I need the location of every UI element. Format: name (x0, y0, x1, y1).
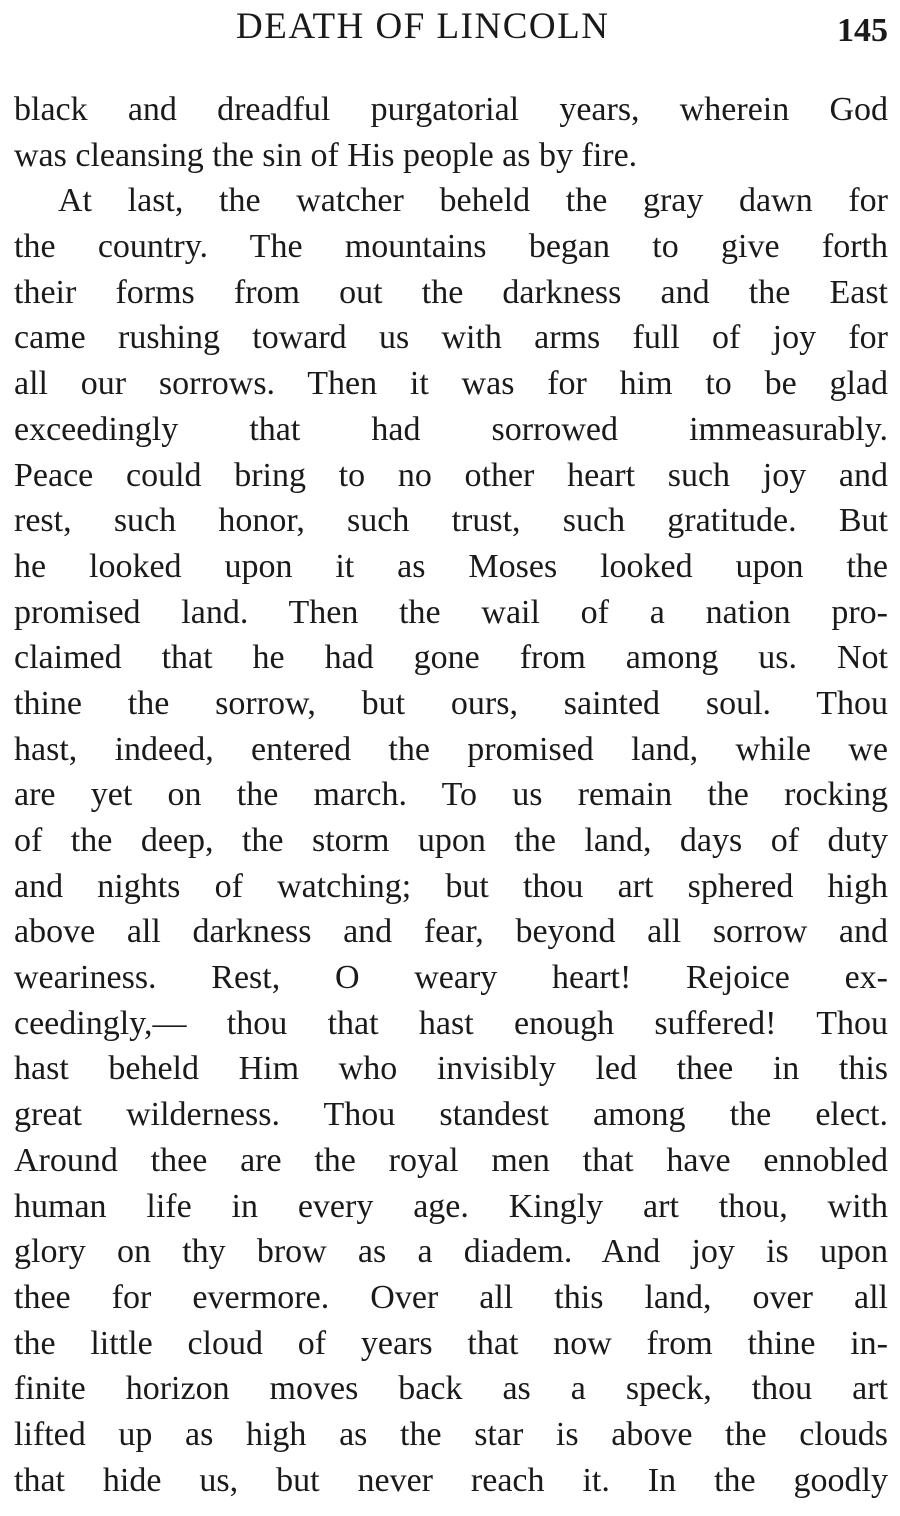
text-line: and nights of watching; but thou art sphered high (14, 867, 888, 905)
text-line: claimed that he had gone from among us. Not (14, 639, 888, 677)
paragraph (14, 178, 888, 1503)
text-line: exceedingly that had sorrowed immeasurably. (14, 410, 888, 448)
text-line: thee for evermore. Over all this land, over all (14, 1278, 888, 1316)
text-line: ceedingly,— thou that hast enough suffered! Thou (14, 1004, 888, 1042)
paragraph (14, 87, 888, 178)
text-line: are yet on the march. To us remain the rocking (14, 776, 888, 814)
text-line: great wilderness. Thou standest among the elect. (14, 1096, 888, 1134)
text-line: was cleansing the sin of His people as by fire. (14, 136, 638, 174)
text-line: above all darkness and fear, beyond all sorrow and (14, 913, 888, 951)
text-line: At last, the watcher beheld the gray dawn for (58, 182, 888, 220)
text-line: Around thee are the royal men that have ennobled (14, 1141, 888, 1179)
text-line: lifted up as high as the star is above the clouds (14, 1415, 888, 1453)
body-text (14, 87, 888, 1503)
text-line: rest, such honor, such trust, such gratitude. But (14, 502, 888, 540)
text-line: human life in every age. Kingly art thou, with (14, 1187, 888, 1225)
text-line: thine the sorrow, but ours, sainted soul. Thou (14, 684, 888, 722)
text-line: black and dreadful purgatorial years, wherein God (14, 91, 888, 128)
text-line: finite horizon moves back as a speck, thou art (14, 1370, 888, 1408)
text-line: Peace could bring to no other heart such joy and (14, 456, 888, 494)
text-line: weariness. Rest, O weary heart! Rejoice ex- (14, 959, 888, 997)
text-line: glory on thy brow as a diadem. And joy is upon (14, 1233, 888, 1271)
text-line: hast, indeed, entered the promised land, while we (14, 730, 888, 768)
text-line: of the deep, the storm upon the land, days of duty (14, 822, 888, 859)
text-line: promised land. Then the wail of a nation pro- (14, 593, 888, 631)
running-head: DEATH OF LINCOLN (236, 6, 610, 47)
page-number: 145 (837, 12, 888, 49)
text-line: that hide us, but never reach it. In the goodly (14, 1461, 888, 1499)
text-line: their forms from out the darkness and the East (14, 273, 888, 311)
text-line: he looked upon it as Moses looked upon the (14, 547, 888, 585)
text-line: came rushing toward us with arms full of joy for (14, 319, 888, 357)
text-line: hast beheld Him who invisibly led thee in this (14, 1050, 888, 1088)
page-header (0, 2, 900, 52)
text-line: all our sorrows. Then it was for him to be glad (14, 365, 888, 403)
text-line: the little cloud of years that now from thine in- (14, 1324, 888, 1362)
text-line: the country. The mountains began to give forth (14, 228, 888, 266)
